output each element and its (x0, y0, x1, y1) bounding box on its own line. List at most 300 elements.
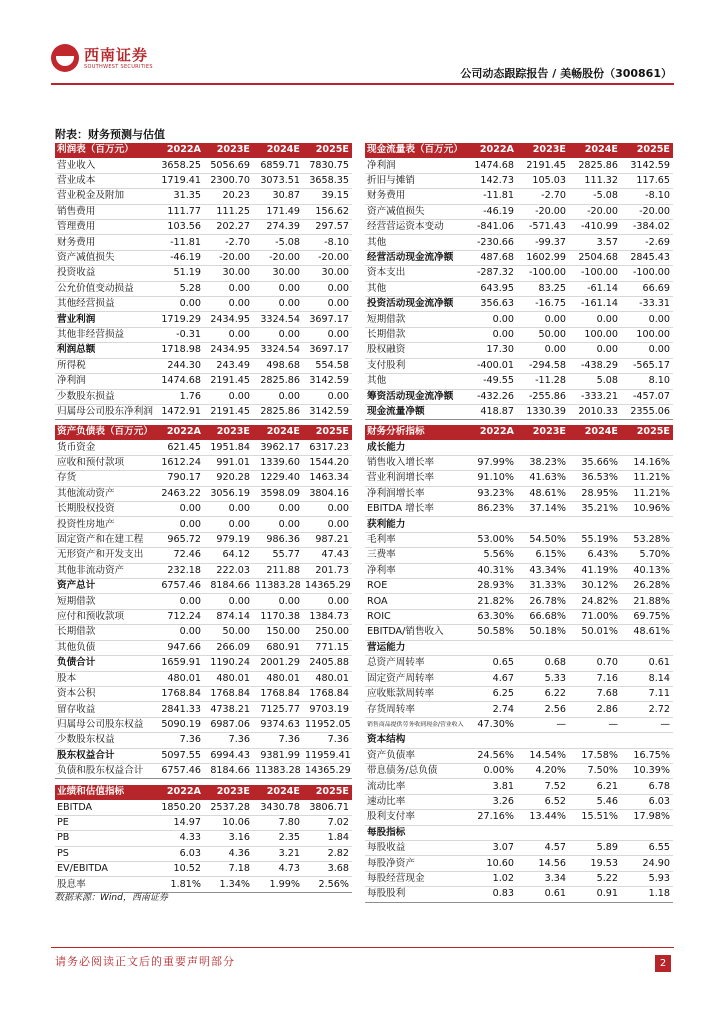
row-label: 其他经营损益 (55, 297, 155, 312)
table-row (365, 327, 673, 342)
row-value: 6994.43 (204, 748, 253, 763)
table-row (365, 579, 673, 594)
row-value: 6.03 (155, 846, 204, 861)
table-row (55, 815, 352, 830)
row-value: 7.50% (569, 763, 621, 778)
row-value: 48.61% (621, 625, 673, 640)
row-value: 66.69 (621, 281, 673, 296)
row-value: -230.66 (465, 235, 517, 250)
row-value (569, 640, 621, 655)
row-value: 979.19 (204, 532, 253, 547)
table-title-cell: 财务分析指标 (365, 425, 465, 440)
row-value: -287.32 (465, 266, 517, 281)
row-value: -20.00 (569, 204, 621, 219)
row-value: -11.81 (155, 235, 204, 250)
row-value: 7830.75 (303, 158, 352, 173)
row-value: 3.34 (517, 871, 569, 886)
row-value: -61.14 (569, 281, 621, 296)
table-row (365, 717, 673, 732)
row-value: 0.70 (569, 656, 621, 671)
row-value: 1718.98 (155, 343, 204, 358)
row-value: 0.00 (303, 517, 352, 532)
row-value: 2191.45 (204, 404, 253, 419)
row-value: 987.21 (303, 532, 352, 547)
header-divider (51, 83, 674, 85)
row-value: 1612.24 (155, 455, 204, 470)
row-value: 4.36 (204, 846, 253, 861)
row-value: 3.07 (465, 840, 517, 855)
row-value: 9703.19 (303, 702, 352, 717)
table-title-cell: 资产负债表（百万元） (55, 425, 155, 440)
row-value: 3324.54 (253, 312, 303, 327)
row-value: -565.17 (621, 358, 673, 373)
row-value: 2191.45 (204, 374, 253, 389)
row-value: 7.36 (155, 733, 204, 748)
row-label: 三费率 (365, 548, 465, 563)
row-label: 其他 (365, 235, 465, 250)
table-row (55, 235, 352, 250)
row-value: -20.00 (517, 204, 569, 219)
row-value: 0.00 (465, 312, 517, 327)
row-label: 资产总计 (55, 579, 155, 594)
row-value: 0.00 (204, 517, 253, 532)
row-value: 498.68 (253, 358, 303, 373)
row-label: 净利率 (365, 563, 465, 578)
row-value: 3697.17 (303, 312, 352, 327)
row-value: 6.21 (569, 779, 621, 794)
row-label: 应收和预付款项 (55, 455, 155, 470)
row-value (621, 440, 673, 455)
row-value: 31.35 (155, 189, 204, 204)
row-value: 6.52 (517, 794, 569, 809)
table-row (55, 220, 352, 235)
row-value: 2.82 (303, 846, 352, 861)
row-label: 固定资产周转率 (365, 671, 465, 686)
row-value: 64.12 (204, 548, 253, 563)
row-label: 总资产周转率 (365, 656, 465, 671)
row-value: 30.00 (303, 266, 352, 281)
row-label: 经营营运资本变动 (365, 220, 465, 235)
row-label: 净利润增长率 (365, 486, 465, 501)
logo-subtext: SOUTHWEST SECURITIES (84, 64, 153, 70)
row-label: 负债合计 (55, 656, 155, 671)
row-label: 经营活动现金流净额 (365, 250, 465, 265)
row-value: 0.00 (621, 343, 673, 358)
row-value: 0.68 (517, 656, 569, 671)
table-row (365, 656, 673, 671)
row-label: 销售商品提供劳务收到现金/营业收入 (365, 717, 465, 732)
table-row (365, 794, 673, 809)
row-value: 5.22 (569, 871, 621, 886)
row-value: -100.00 (517, 266, 569, 281)
row-value: 2504.68 (569, 250, 621, 265)
row-value: 232.18 (155, 563, 204, 578)
row-value: 28.95% (569, 486, 621, 501)
row-label: 资本支出 (365, 266, 465, 281)
table-row (365, 235, 673, 250)
row-value: 0.61 (621, 656, 673, 671)
row-value: 28.93% (465, 579, 517, 594)
row-value: 10.60 (465, 856, 517, 871)
row-value: -161.14 (569, 297, 621, 312)
row-value: 83.25 (517, 281, 569, 296)
row-value: 0.00 (253, 281, 303, 296)
table-row (55, 250, 352, 265)
row-value: 111.32 (569, 173, 621, 188)
table-row (55, 297, 352, 312)
table-row (365, 763, 673, 778)
row-value: -8.10 (621, 189, 673, 204)
row-value: 36.53% (569, 471, 621, 486)
row-value: 16.75% (621, 748, 673, 763)
row-value (621, 640, 673, 655)
year-header-cell: 2022A (155, 425, 204, 440)
row-value: 55.19% (569, 532, 621, 547)
row-value: 6757.46 (155, 579, 204, 594)
row-value: — (517, 717, 569, 732)
row-value: 244.30 (155, 358, 204, 373)
row-value: 0.00 (569, 312, 621, 327)
row-value: 2.72 (621, 702, 673, 717)
row-value: 5.56% (465, 548, 517, 563)
balance-sheet-table (55, 425, 352, 779)
table-row (365, 389, 673, 404)
row-value: 1768.84 (204, 686, 253, 701)
row-value: 222.03 (204, 563, 253, 578)
row-label: 其他非经营损益 (55, 327, 155, 342)
row-value: 24.56% (465, 748, 517, 763)
row-value: 1.81% (155, 877, 204, 892)
row-value: -5.08 (569, 189, 621, 204)
row-value: 2434.95 (204, 312, 253, 327)
row-value: -20.00 (253, 250, 303, 265)
row-label: 股东权益合计 (55, 748, 155, 763)
row-value: 53.00% (465, 532, 517, 547)
row-value: 6.55 (621, 840, 673, 855)
row-value: 3.57 (569, 235, 621, 250)
row-label: 短期借款 (55, 594, 155, 609)
table-row (365, 671, 673, 686)
table-row (55, 671, 352, 686)
row-value (465, 733, 517, 748)
row-label: 留存收益 (55, 702, 155, 717)
table-row (365, 312, 673, 327)
row-label: 每股股利 (365, 887, 465, 902)
row-value: 69.75% (621, 609, 673, 624)
row-value: 6.43% (569, 548, 621, 563)
row-label: PE (55, 815, 155, 830)
row-value: 14365.29 (303, 579, 352, 594)
row-value: 4.20% (517, 763, 569, 778)
row-value (569, 825, 621, 840)
row-value: 3324.54 (253, 343, 303, 358)
row-value: 51.19 (155, 266, 204, 281)
row-value: 1190.24 (204, 656, 253, 671)
table-row (365, 840, 673, 855)
row-value: -432.26 (465, 389, 517, 404)
row-value: 211.88 (253, 563, 303, 578)
table-row (55, 455, 352, 470)
row-label: 无形资产和开发支出 (55, 548, 155, 563)
table-row (55, 800, 352, 815)
row-value: -8.10 (303, 235, 352, 250)
row-value (517, 440, 569, 455)
row-value: 3142.59 (621, 158, 673, 173)
row-value: 1768.84 (303, 686, 352, 701)
row-value: 2825.86 (253, 404, 303, 419)
year-header-cell: 2024E (569, 143, 621, 158)
year-header-cell: 2022A (465, 425, 517, 440)
table-row (365, 609, 673, 624)
row-value: 2434.95 (204, 343, 253, 358)
row-value: 0.61 (517, 887, 569, 902)
row-value (569, 733, 621, 748)
row-value: 63.30% (465, 609, 517, 624)
table-row (55, 343, 352, 358)
row-value: 171.49 (253, 204, 303, 219)
row-value: 2841.33 (155, 702, 204, 717)
row-value: 10.06 (204, 815, 253, 830)
row-value: 991.01 (204, 455, 253, 470)
row-label: 成长能力 (365, 440, 465, 455)
row-value: 50.01% (569, 625, 621, 640)
source-note: 数据来源：Wind，西南证券 (55, 893, 168, 903)
row-value: 50.18% (517, 625, 569, 640)
row-value: 7.80 (253, 815, 303, 830)
row-value: 14.56 (517, 856, 569, 871)
logo-text: 西南证券 (84, 46, 149, 64)
table-row (365, 733, 673, 748)
row-label: 长期借款 (55, 625, 155, 640)
table-row (365, 204, 673, 219)
row-value: 8184.66 (204, 763, 253, 778)
year-header-cell: 2023E (204, 143, 253, 158)
table-row (365, 455, 673, 470)
row-value: 3430.78 (253, 800, 303, 815)
row-value: 0.00 (155, 594, 204, 609)
row-value: 790.17 (155, 471, 204, 486)
table-row (55, 327, 352, 342)
row-value: 771.15 (303, 640, 352, 655)
row-value: 201.73 (303, 563, 352, 578)
table-row (55, 640, 352, 655)
row-value (517, 640, 569, 655)
table-row (365, 532, 673, 547)
row-value: 2.35 (253, 831, 303, 846)
row-value: 3.68 (303, 862, 352, 877)
row-value: 19.53 (569, 856, 621, 871)
row-value: 1719.29 (155, 312, 204, 327)
row-value: 0.00 (204, 594, 253, 609)
table-row (55, 517, 352, 532)
row-value: 21.88% (621, 594, 673, 609)
row-label: 股息率 (55, 877, 155, 892)
year-header-cell: 2023E (517, 425, 569, 440)
table-row (55, 471, 352, 486)
row-label: 销售费用 (55, 204, 155, 219)
table-row (365, 686, 673, 701)
row-value: -2.69 (621, 235, 673, 250)
table-row (365, 486, 673, 501)
row-value: 11.21% (621, 471, 673, 486)
row-value: 9374.63 (253, 717, 303, 732)
table-row (55, 846, 352, 861)
row-value: 0.00 (303, 389, 352, 404)
row-value: 14.97 (155, 815, 204, 830)
row-value: 1544.20 (303, 455, 352, 470)
row-value: 1602.99 (517, 250, 569, 265)
row-value: 21.82% (465, 594, 517, 609)
year-header-cell: 2024E (253, 143, 303, 158)
row-label: 固定资产和在建工程 (55, 532, 155, 547)
row-value: 71.00% (569, 609, 621, 624)
row-label: 获利能力 (365, 517, 465, 532)
row-value: 418.87 (465, 404, 517, 419)
row-value: -5.08 (253, 235, 303, 250)
row-value: 11959.41 (303, 748, 352, 763)
row-value: 0.83 (465, 887, 517, 902)
row-value: 91.10% (465, 471, 517, 486)
row-value: 3.16 (204, 831, 253, 846)
row-value: 1659.91 (155, 656, 204, 671)
table-row (365, 440, 673, 455)
row-value: 5.08 (569, 374, 621, 389)
table-row (365, 471, 673, 486)
row-label: 管理费用 (55, 220, 155, 235)
row-value: 554.58 (303, 358, 352, 373)
row-value: 920.28 (204, 471, 253, 486)
row-value: 7.16 (569, 671, 621, 686)
row-value: 5.46 (569, 794, 621, 809)
row-value: -438.29 (569, 358, 621, 373)
row-label: EBITDA 增长率 (365, 502, 465, 517)
row-value: 30.00 (204, 266, 253, 281)
row-label: 利润总额 (55, 343, 155, 358)
row-value: 0.00 (303, 297, 352, 312)
row-label: 资产减值损失 (365, 204, 465, 219)
row-value: -2.70 (204, 235, 253, 250)
row-value: 50.00 (517, 327, 569, 342)
table-row (55, 502, 352, 517)
row-value: 8184.66 (204, 579, 253, 594)
row-value: 0.00% (465, 763, 517, 778)
row-value: 480.01 (155, 671, 204, 686)
row-value: 297.57 (303, 220, 352, 235)
row-label: 支付股利 (365, 358, 465, 373)
row-value: -333.21 (569, 389, 621, 404)
row-value: 0.00 (204, 327, 253, 342)
table-row (365, 810, 673, 825)
income-statement-table (55, 143, 352, 420)
row-value: 2405.88 (303, 656, 352, 671)
row-value: 1330.39 (517, 404, 569, 419)
row-value: 356.63 (465, 297, 517, 312)
row-value (569, 517, 621, 532)
row-value: 712.24 (155, 609, 204, 624)
row-label: 营业收入 (55, 158, 155, 173)
table-row (365, 548, 673, 563)
row-label: 每股指标 (365, 825, 465, 840)
row-label: 存货周转率 (365, 702, 465, 717)
row-value: 8.10 (621, 374, 673, 389)
row-value: -49.55 (465, 374, 517, 389)
row-label: 资产减值损失 (55, 250, 155, 265)
row-label: 带息债务/总负债 (365, 763, 465, 778)
row-value: 2825.86 (569, 158, 621, 173)
row-value (621, 517, 673, 532)
row-value: 39.15 (303, 189, 352, 204)
year-header-cell: 2025E (621, 425, 673, 440)
row-value: 14365.29 (303, 763, 352, 778)
row-value: 1463.34 (303, 471, 352, 486)
row-value: 480.01 (204, 671, 253, 686)
row-value: 2355.06 (621, 404, 673, 419)
row-label: 财务费用 (55, 235, 155, 250)
row-value: 105.03 (517, 173, 569, 188)
year-header-cell: 2023E (517, 143, 569, 158)
row-label: 其他负债 (55, 640, 155, 655)
row-value: 274.39 (253, 220, 303, 235)
row-value: 7.18 (204, 862, 253, 877)
row-value: 111.77 (155, 204, 204, 219)
row-value: 103.56 (155, 220, 204, 235)
table-row (55, 563, 352, 578)
row-value: 10.39% (621, 763, 673, 778)
row-value: 40.13% (621, 563, 673, 578)
table-header-row (55, 785, 352, 800)
table-row (365, 374, 673, 389)
row-value: 1768.84 (253, 686, 303, 701)
year-header-cell: 2024E (253, 785, 303, 800)
row-value: 2.56 (517, 702, 569, 717)
table-row (365, 594, 673, 609)
row-value: 17.30 (465, 343, 517, 358)
row-value: 7.02 (303, 815, 352, 830)
year-header-cell: 2024E (253, 425, 303, 440)
table-row (365, 640, 673, 655)
row-value: 30.87 (253, 189, 303, 204)
table-row (55, 486, 352, 501)
row-value: 1.76 (155, 389, 204, 404)
table-row (365, 502, 673, 517)
table-row (365, 220, 673, 235)
year-header-cell: 2025E (303, 785, 352, 800)
table-row (365, 702, 673, 717)
row-label: 现金流量净额 (365, 404, 465, 419)
year-header-cell: 2025E (303, 425, 352, 440)
row-value: -400.01 (465, 358, 517, 373)
row-label: 销售收入增长率 (365, 455, 465, 470)
row-label: 其他流动资产 (55, 486, 155, 501)
table-header-row (55, 425, 352, 440)
row-value: 0.00 (204, 502, 253, 517)
row-value: 26.28% (621, 579, 673, 594)
row-label: 股利支付率 (365, 810, 465, 825)
table-row (55, 609, 352, 624)
row-value: 3598.09 (253, 486, 303, 501)
row-value: 20.23 (204, 189, 253, 204)
row-value: 1.02 (465, 871, 517, 886)
table-row (55, 532, 352, 547)
row-label: 折旧与摊销 (365, 173, 465, 188)
row-value: -11.81 (465, 189, 517, 204)
table-title-cell: 利润表（百万元） (55, 143, 155, 158)
table-row (55, 440, 352, 455)
row-value: 30.12% (569, 579, 621, 594)
row-label: 营业利润增长率 (365, 471, 465, 486)
row-value (517, 733, 569, 748)
row-label: 归属母公司股东权益 (55, 717, 155, 732)
